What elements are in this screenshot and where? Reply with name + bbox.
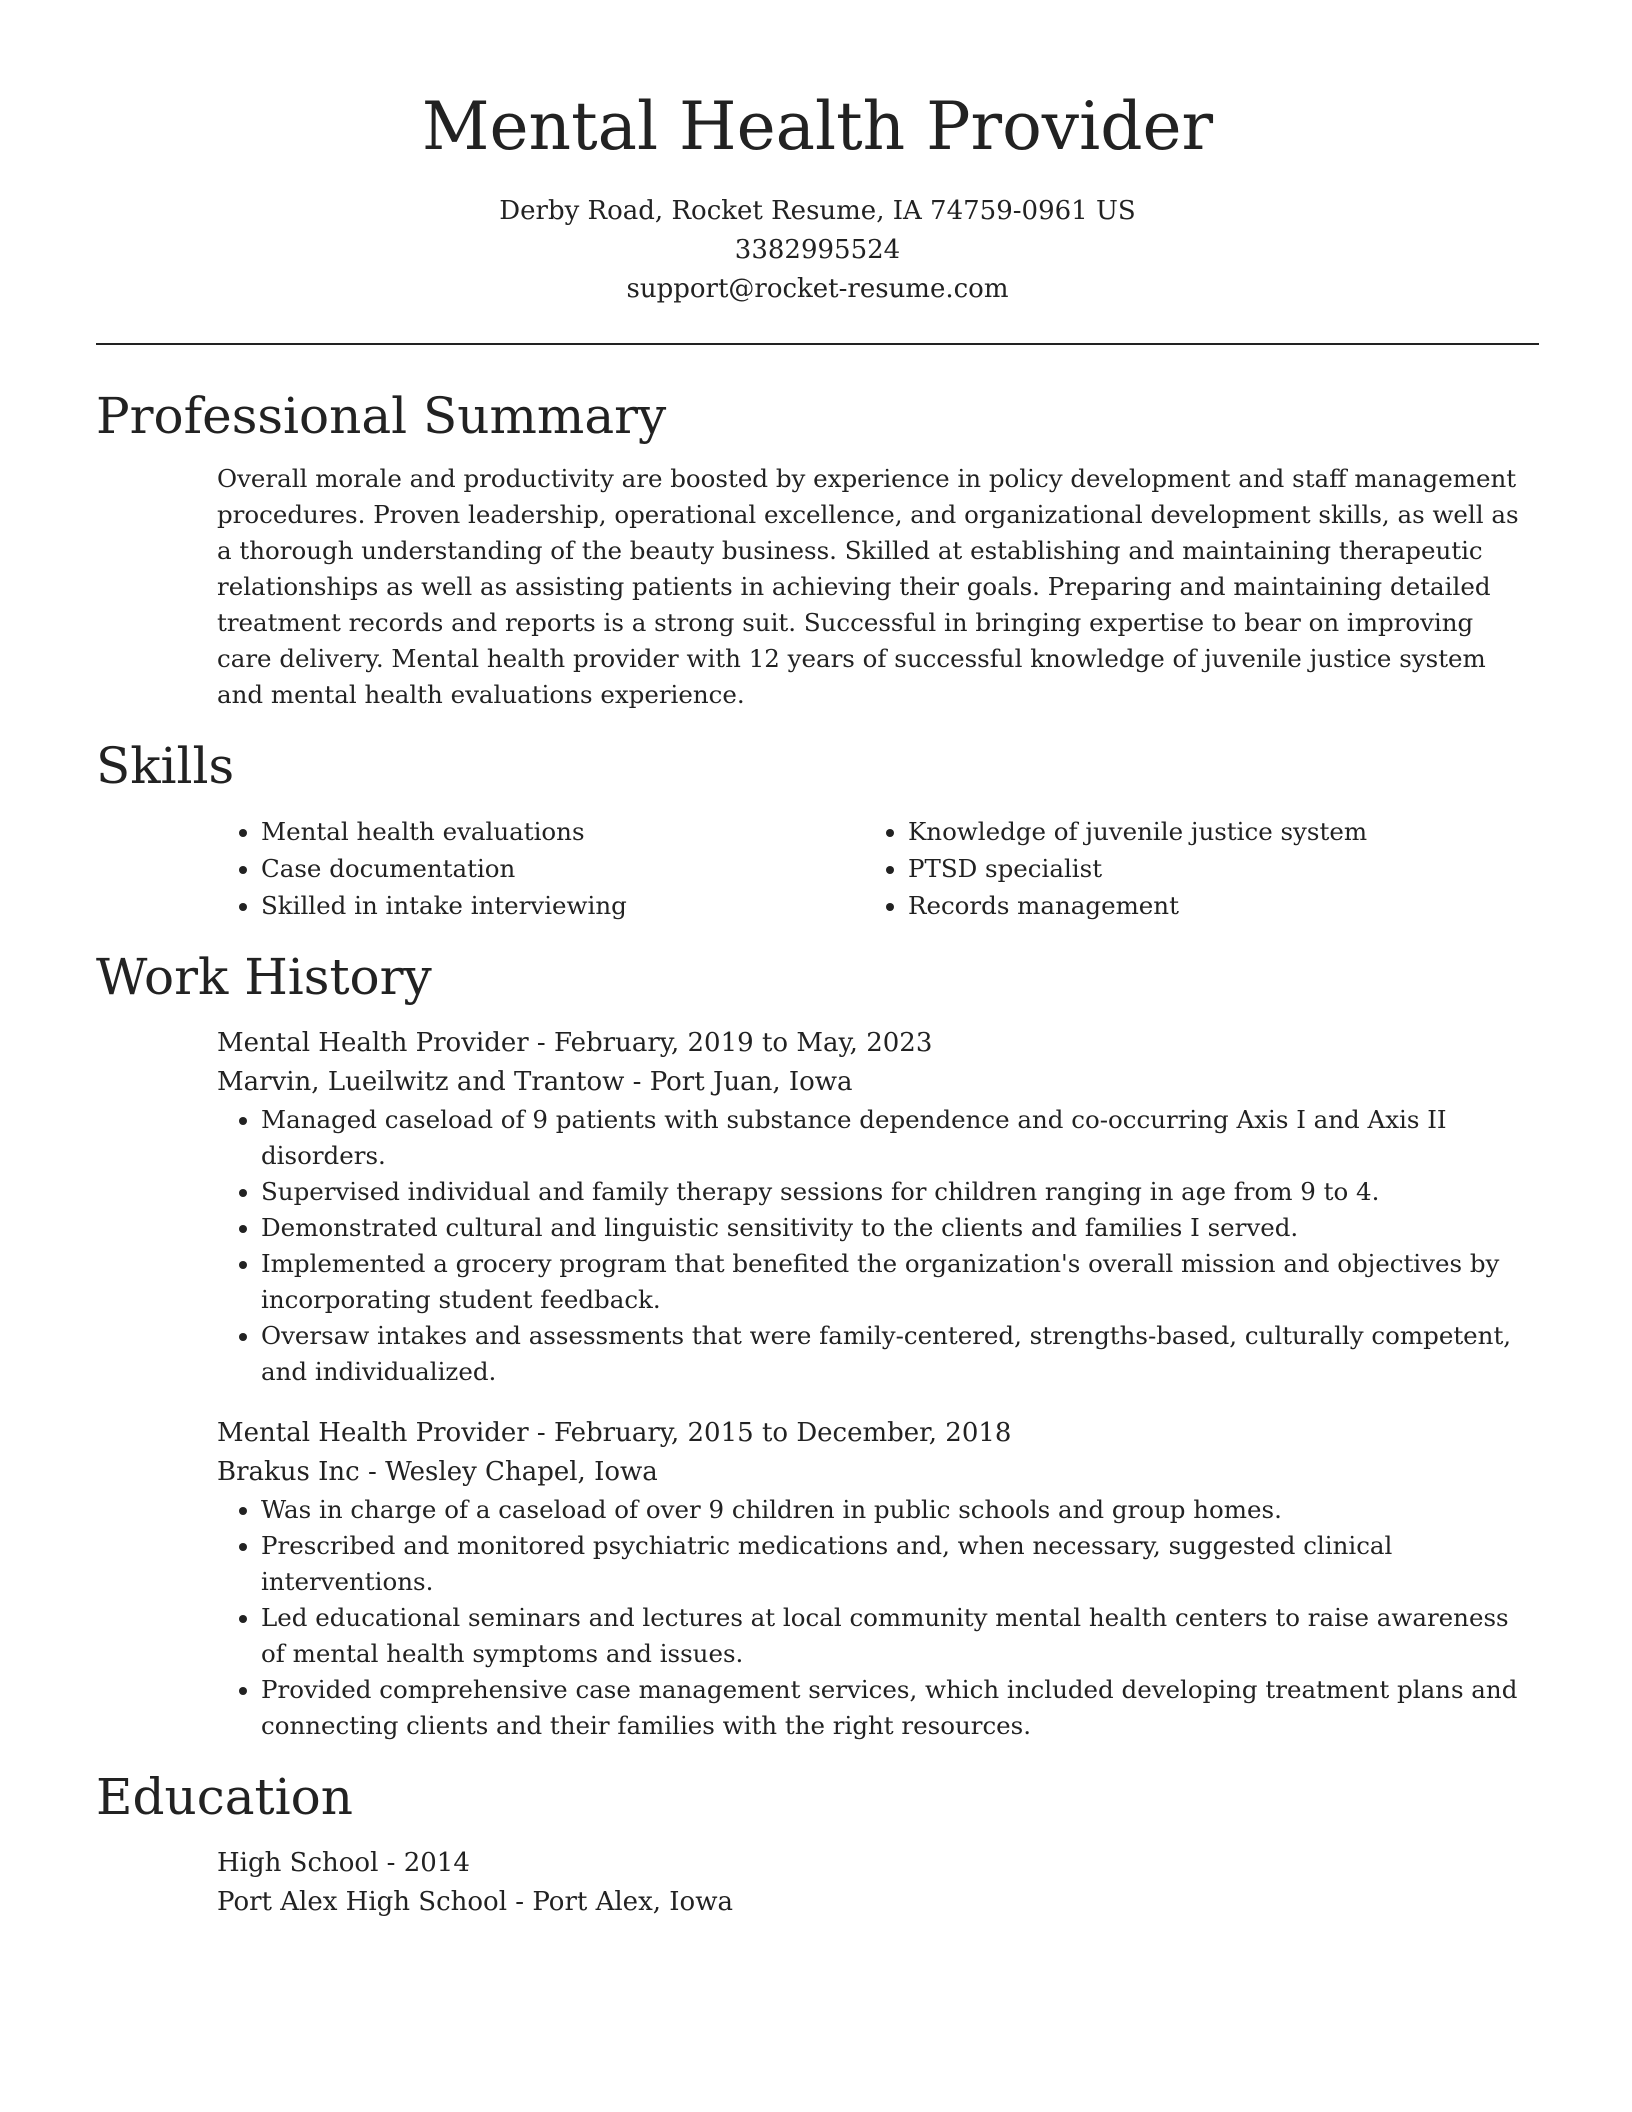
skill-item: • Knowledge of juvenile justice system: [908, 813, 1539, 850]
contact-address: Derby Road, Rocket Resume, IA 74759-0961 US: [499, 196, 1136, 226]
job-entry: [217, 1414, 1539, 1744]
skills-section: [96, 735, 1539, 924]
summary-heading: Professional Summary: [96, 387, 667, 445]
job-duty: • Led educational seminars and lectures at local community mental health centers to raise awareness of mental health symptoms and issues.: [261, 1600, 1539, 1672]
skills-heading: Skills: [96, 737, 235, 795]
education-section: [96, 1766, 1539, 1922]
job-duties: [217, 1492, 1539, 1744]
job-title-line: [217, 1414, 1539, 1453]
work-history-section: [96, 946, 1539, 1744]
education-degree: High School: [217, 1848, 379, 1878]
job-company-line: [217, 1063, 1539, 1102]
education-year: 2014: [403, 1848, 470, 1878]
skill-item: • Case documentation: [261, 850, 878, 887]
job-duty: • Managed caseload of 9 patients with substance dependence and co-occurring Axis I and Axis II disorders.: [261, 1102, 1539, 1174]
work-history-heading: Work History: [96, 948, 432, 1006]
job-title: Mental Health Provider: [217, 1418, 529, 1448]
skill-item: • Skilled in intake interviewing: [261, 887, 878, 924]
job-title: Mental Health Provider: [217, 1028, 529, 1058]
job-duty: • Provided comprehensive case management services, which included developing treatment plans and connecting clients and their families with the right resources.: [261, 1672, 1539, 1744]
skill-item: • Mental health evaluations: [261, 813, 878, 850]
job-dates: February, 2015 to December, 2018: [554, 1418, 1012, 1448]
skill-item: • PTSD specialist: [908, 850, 1539, 887]
separator: -: [507, 1887, 533, 1917]
contact-email: support@rocket-resume.com: [626, 274, 1009, 304]
job-company-line: [217, 1453, 1539, 1492]
contact-phone: 3382995524: [734, 235, 901, 265]
education-location: Port Alex, Iowa: [532, 1887, 733, 1917]
job-duty: • Was in charge of a caseload of over 9 children in public schools and group homes.: [261, 1492, 1539, 1528]
education-school: Port Alex High School: [217, 1887, 508, 1917]
summary-text: Overall morale and productivity are boosted by experience in policy development and staff management procedures. Proven leadership, operational excellence, and organizational development skills, as well as a thorough understanding of the beauty business. Skilled at establishing and maintaining therapeutic relationships as well as assisting patients in achieving their goals. Preparing and maintaining detailed treatment records and reports is a strong suit. Successful in bringing expertise to bear on improving care delivery. Mental health provider with 12 years of successful knowledge of juvenile justice system and mental health evaluations experience.: [217, 464, 1519, 709]
job-duty: • Implemented a grocery program that benefited the organization's overall mission and objectives by incorporating student feedback.: [261, 1246, 1539, 1318]
job-duty: • Demonstrated cultural and linguistic sensitivity to the clients and families I served.: [261, 1210, 1539, 1246]
job-dates: February, 2019 to May, 2023: [554, 1028, 933, 1058]
education-heading: Education: [96, 1768, 353, 1826]
candidate-name: Mental Health Provider: [421, 88, 1214, 165]
contact-info: [96, 192, 1539, 309]
job-title-line: [217, 1024, 1539, 1063]
separator: -: [528, 1028, 554, 1058]
job-duty: • Supervised individual and family therapy sessions for children ranging in age from 9 to 4.: [261, 1174, 1539, 1210]
job-duties: [217, 1102, 1539, 1390]
skills-column-left: [217, 813, 878, 924]
education-school-line: [217, 1883, 1539, 1922]
skills-column-right: [878, 813, 1539, 924]
job-duty: • Prescribed and monitored psychiatric medications and, when necessary, suggested clinical interventions.: [261, 1528, 1539, 1600]
job-company: Marvin, Lueilwitz and Trantow: [217, 1067, 625, 1097]
resume-header: [96, 0, 1539, 309]
skill-item: • Records management: [908, 887, 1539, 924]
job-location: Port Juan, Iowa: [649, 1067, 853, 1097]
job-duty: • Oversaw intakes and assessments that were family-centered, strengths-based, culturally competent, and individualized.: [261, 1318, 1539, 1390]
job-location: Wesley Chapel, Iowa: [385, 1457, 658, 1487]
separator: -: [359, 1457, 386, 1487]
summary-section: [96, 385, 1539, 713]
resume-page: [96, 0, 1539, 1922]
header-divider: [96, 343, 1539, 345]
job-company: Brakus Inc: [217, 1457, 360, 1487]
education-degree-line: [217, 1844, 1539, 1883]
skills-list: [217, 813, 1539, 924]
job-entry: [217, 1024, 1539, 1390]
separator: -: [624, 1067, 650, 1097]
separator: -: [528, 1418, 554, 1448]
separator: -: [378, 1848, 404, 1878]
education-entry: [217, 1844, 1539, 1922]
